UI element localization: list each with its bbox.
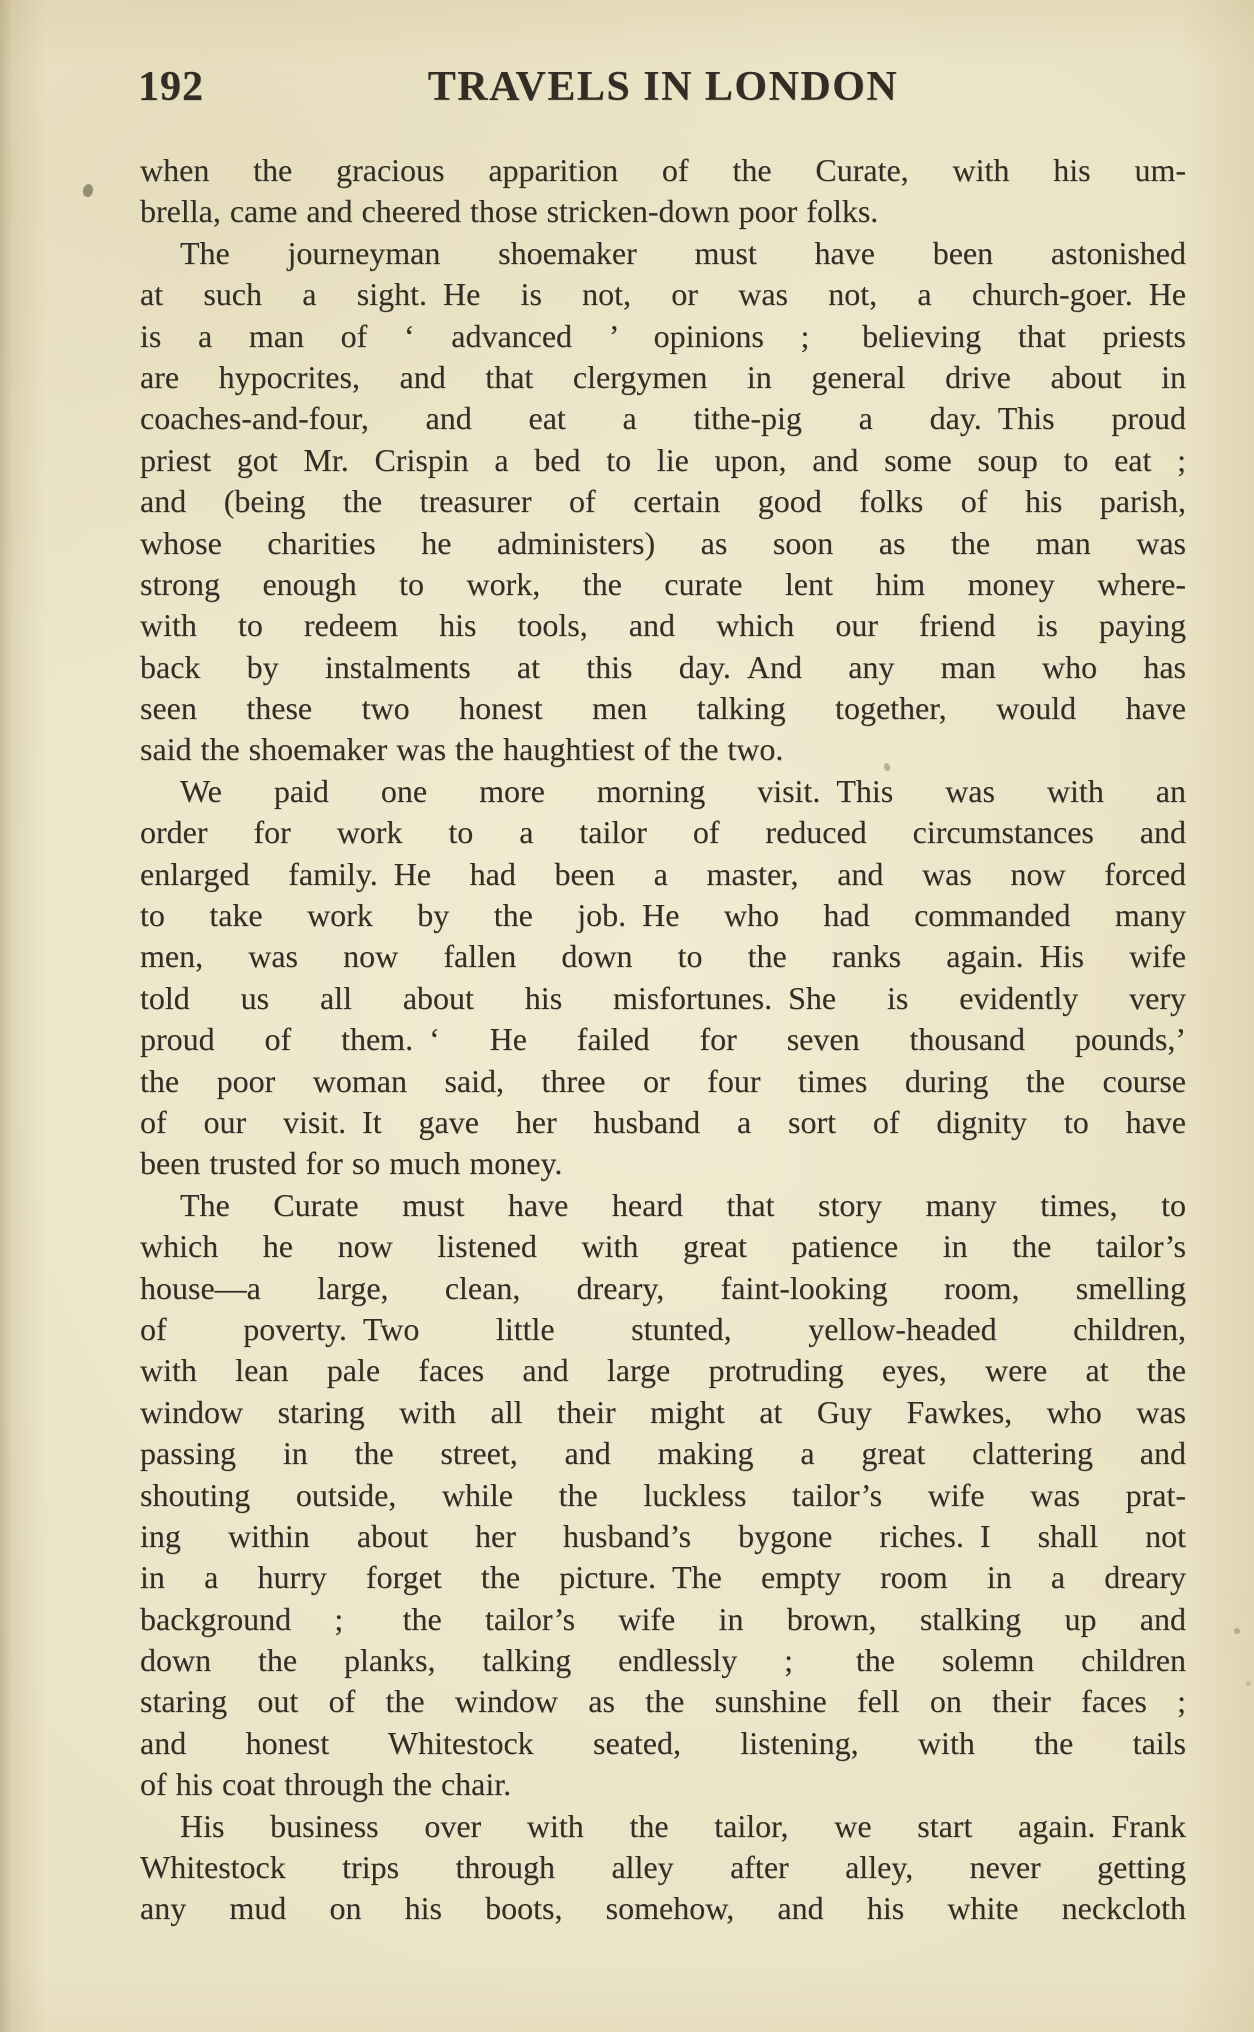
text-line: We paid one more morning visit. This was with an <box>180 772 1186 809</box>
text-line: ing within about her husband’s bygone riches. I shall not <box>140 1517 1186 1554</box>
text-line: enlarged family. He had been a master, and was now forced <box>140 855 1186 892</box>
text-line: house—a large, clean, dreary, faint-looking room, smelling <box>140 1269 1186 1306</box>
text-line: at such a sight. He is not, or was not, a church-goer. He <box>140 276 1186 313</box>
text-line: proud of them. ‘ He failed for seven thousand pounds,’ <box>140 1021 1186 1058</box>
text-line: back by instalments at this day. And any man who has <box>140 648 1186 685</box>
page-text <box>140 150 1186 1930</box>
text-line: order for work to a tailor of reduced circumstances and <box>140 814 1186 851</box>
text-line: whose charities he administers) as soon as the man was <box>140 524 1186 561</box>
running-head: TRAVELS IN LONDON <box>427 64 899 110</box>
text-line: and (being the treasurer of certain good folks of his parish, <box>140 483 1186 520</box>
text-line: seen these two honest men talking together, would have <box>140 690 1186 727</box>
text-line: in a hurry forget the picture. The empty room in a dreary <box>140 1559 1186 1596</box>
text-line: down the planks, talking endlessly ; the solemn children <box>140 1642 1186 1679</box>
text-line: background ; the tailor’s wife in brown, stalking up and <box>140 1600 1186 1637</box>
text-line: with lean pale faces and large protruding eyes, were at the <box>140 1352 1186 1389</box>
text-line: strong enough to work, the curate lent him money where- <box>140 565 1186 602</box>
text-line: which he now listened with great patience in the tailor’s <box>140 1228 1186 1265</box>
text-line: are hypocrites, and that clergymen in general drive about in <box>140 358 1186 395</box>
ink-speck <box>1246 1681 1251 1686</box>
text-line: and honest Whitestock seated, listening, with the tails <box>140 1724 1186 1761</box>
text-line: to take work by the job. He who had commanded many <box>140 897 1186 934</box>
text-line: when the gracious apparition of the Curate, with his um- <box>140 152 1186 188</box>
text-line: passing in the street, and making a great clattering and <box>140 1435 1186 1472</box>
text-line: been trusted for so much money. <box>140 1145 563 1182</box>
text-line: told us all about his misfortunes. She is evidently very <box>140 979 1186 1016</box>
text-line: priest got Mr. Crispin a bed to lie upon, and some soup to eat ; <box>140 441 1186 478</box>
text-line: with to redeem his tools, and which our friend is paying <box>140 607 1186 644</box>
text-line: any mud on his boots, somehow, and his white neckcloth <box>140 1890 1186 1927</box>
text-line: of poverty. Two little stunted, yellow-headed children, <box>140 1310 1186 1347</box>
text-line: The journeyman shoemaker must have been astonished <box>180 234 1186 271</box>
text-line: of our visit. It gave her husband a sort of dignity to have <box>140 1103 1186 1140</box>
text-line: His business over with the tailor, we start again. Frank <box>180 1807 1186 1844</box>
text-line: coaches-and-four, and eat a tithe-pig a day. This proud <box>140 400 1186 437</box>
text-line: window staring with all their might at Guy Fawkes, who was <box>140 1393 1186 1430</box>
text-line: staring out of the window as the sunshine fell on their faces ; <box>140 1683 1186 1720</box>
text-line: of his coat through the chair. <box>140 1766 512 1803</box>
page-number: 192 <box>138 64 204 110</box>
text-line: Whitestock trips through alley after alley, never getting <box>140 1849 1186 1886</box>
text-line: said the shoemaker was the haughtiest of the two. <box>140 731 784 768</box>
text-line: men, was now fallen down to the ranks again. His wife <box>140 938 1186 975</box>
ink-speck <box>1234 1628 1240 1634</box>
text-line: the poor woman said, three or four times during the course <box>140 1062 1186 1099</box>
text-line: is a man of ‘ advanced ’ opinions ; believing that priests <box>140 317 1186 354</box>
text-line: brella, came and cheered those stricken-down poor folks. <box>140 193 879 230</box>
text-line: shouting outside, while the luckless tailor’s wife was prat- <box>140 1476 1186 1513</box>
text-line: The Curate must have heard that story many times, to <box>180 1186 1186 1223</box>
